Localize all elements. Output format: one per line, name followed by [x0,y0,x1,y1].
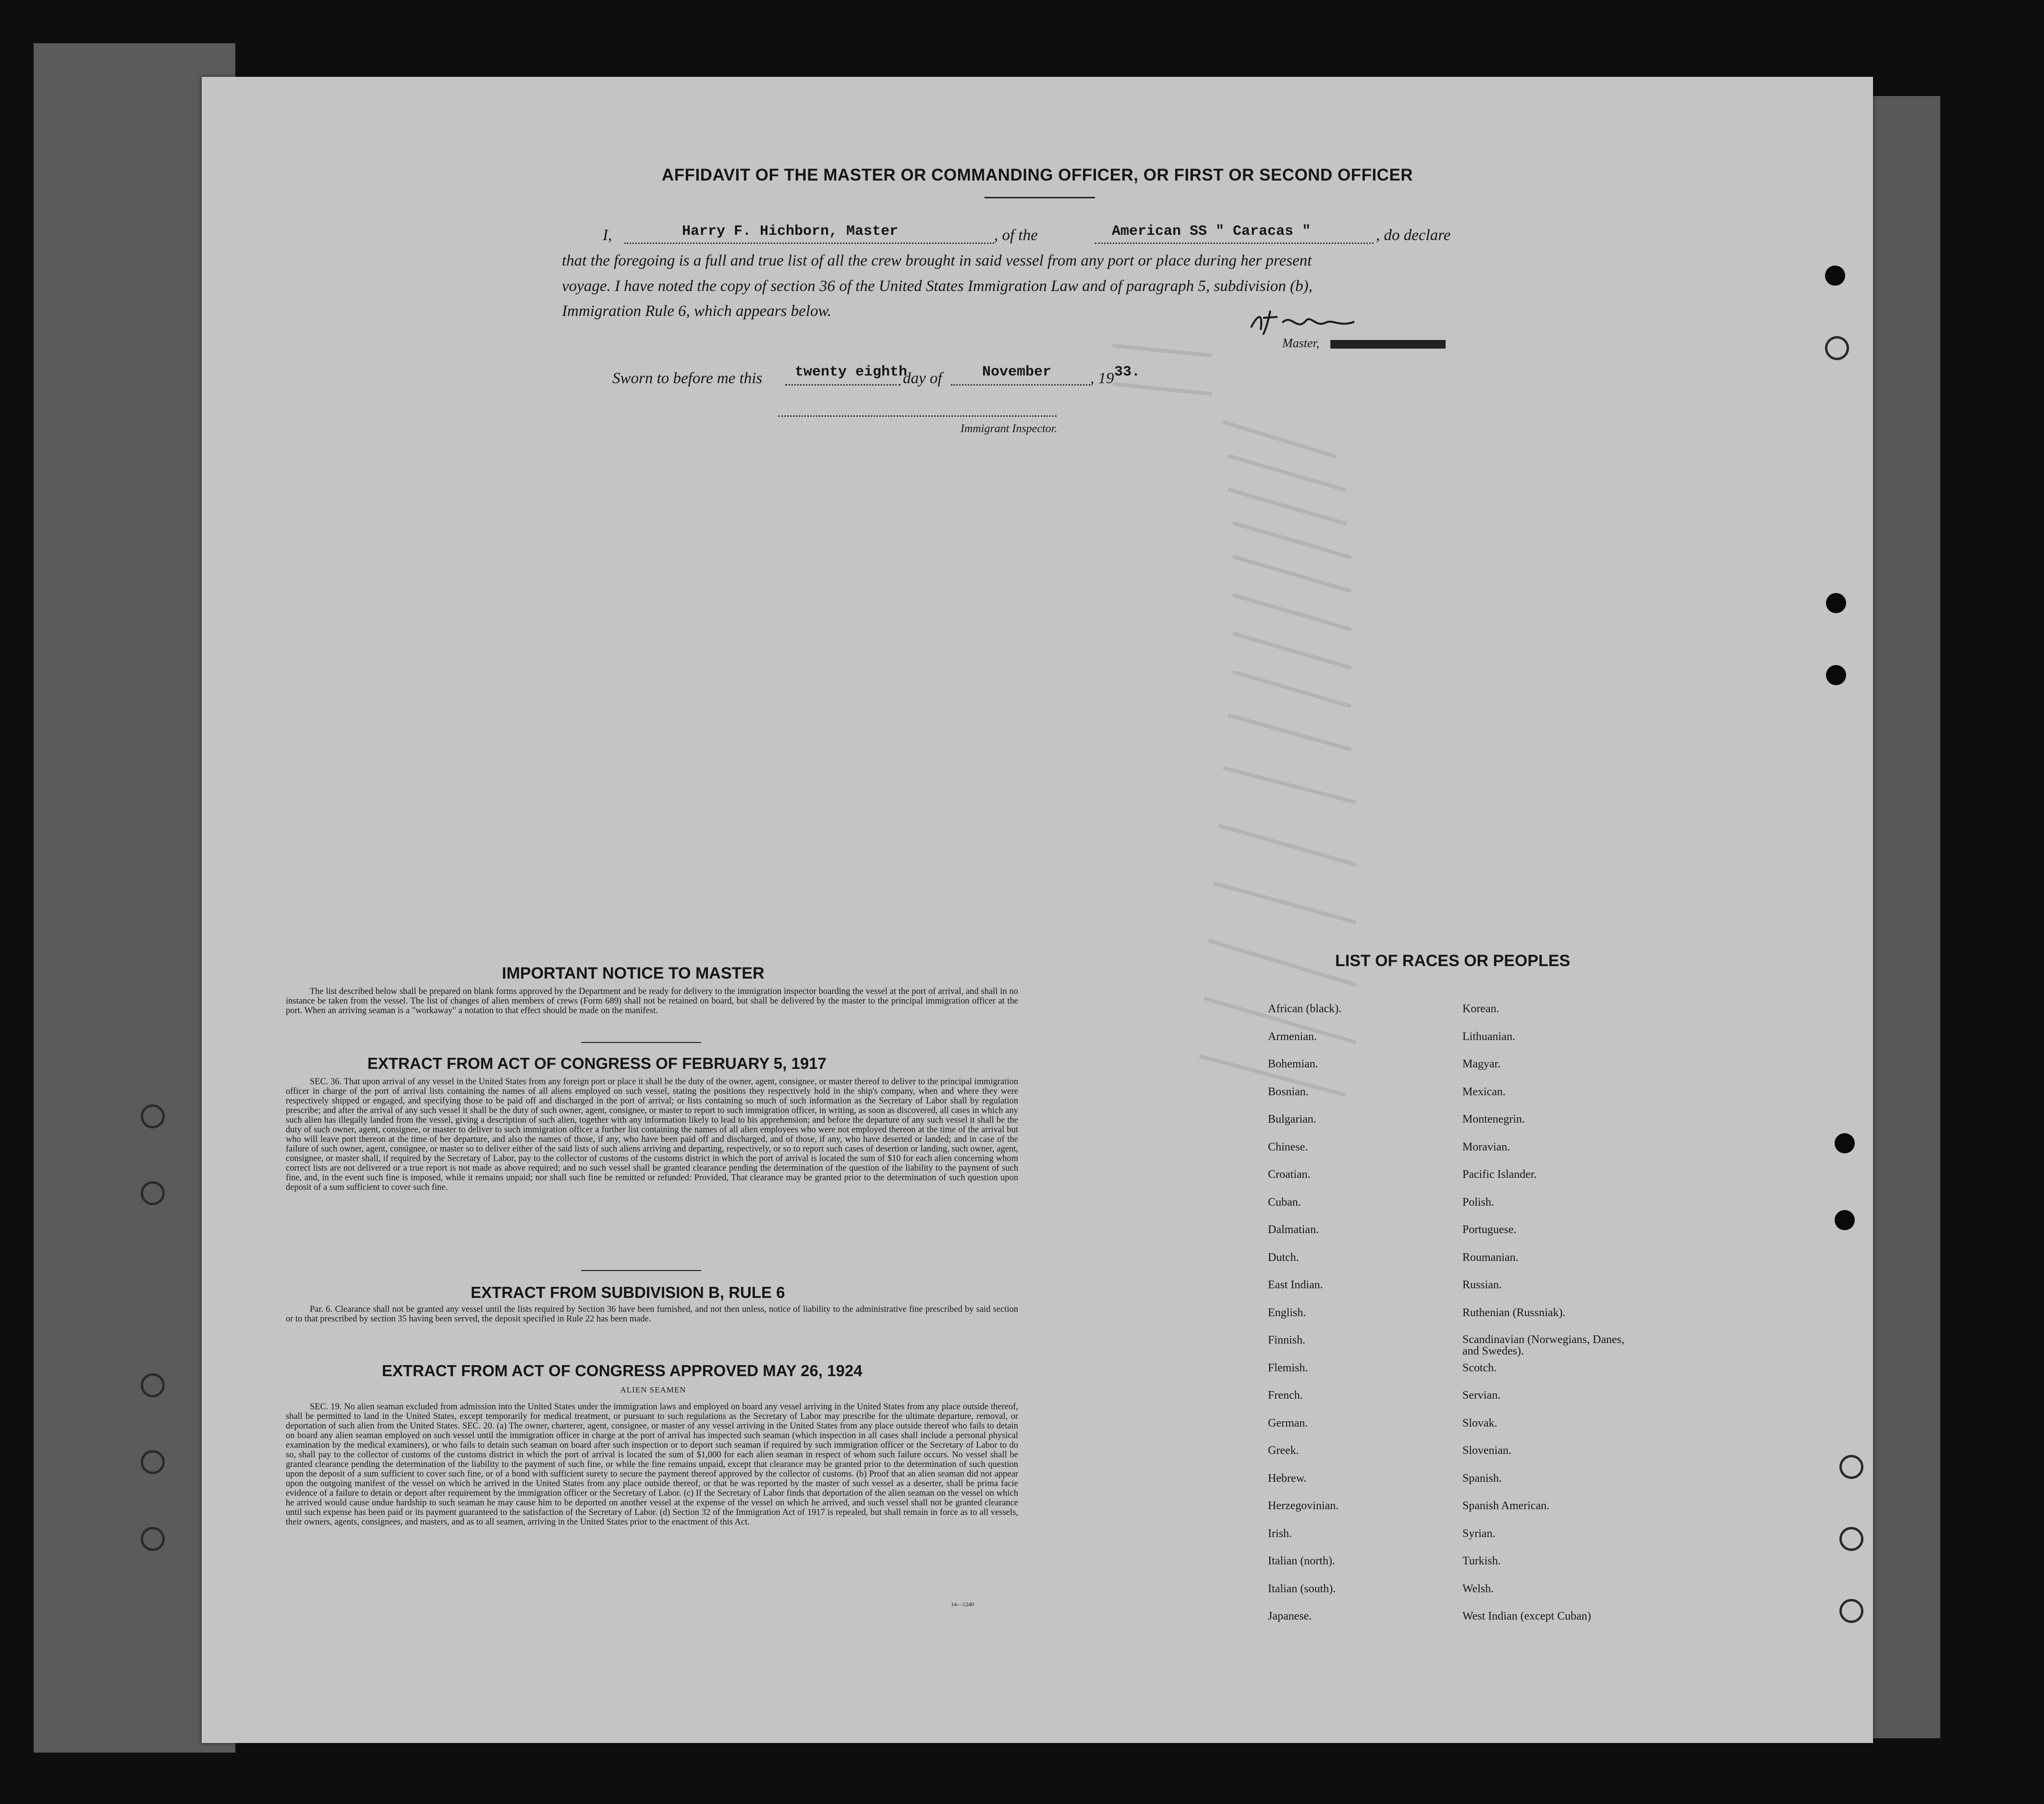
race-item: Slovak. [1462,1417,1497,1429]
race-item: Armenian. [1268,1030,1317,1043]
vessel-name: American SS " Caracas " [1112,223,1311,240]
sworn-year: 33. [1114,364,1141,380]
race-item: Roumanian. [1462,1251,1519,1264]
sworn-year-prefix: , 19 [1090,370,1114,387]
race-item: East Indian. [1268,1279,1323,1291]
binder-hole-left-5 [141,1527,165,1551]
race-item: Croatian. [1268,1168,1311,1181]
affidavit-title: AFFIDAVIT OF THE MASTER OR COMMANDING OFFICER, OR FIRST OR SECOND OFFICER [661,166,1413,184]
binder-hole-left-1 [141,1104,165,1128]
binder-hole-4 [1826,665,1846,685]
master-name-line [624,242,994,244]
race-item: Syrian. [1462,1527,1496,1540]
sworn-day-line [785,384,900,386]
race-item: Herzegovinian. [1268,1500,1339,1512]
master-name: Harry F. Hichborn, Master [682,223,899,240]
declaration-line-2: that the foregoing is a full and true list of all the crew brought in said vessel from any port or place during her present [562,252,1312,269]
race-item: Hebrew. [1268,1472,1307,1485]
backing-sheet-edge [1863,96,1940,1738]
extract-rule6-title: EXTRACT FROM SUBDIVISION B, RULE 6 [471,1283,785,1301]
notice-title: IMPORTANT NOTICE TO MASTER [502,964,765,982]
race-item: Spanish American. [1462,1500,1550,1512]
binder-hole-left-2 [141,1181,165,1205]
race-item: Pacific Islander. [1462,1168,1537,1181]
race-item: Ruthenian (Russniak). [1462,1306,1566,1319]
race-item: Finnish. [1268,1334,1306,1346]
race-item: Scandinavian (Norwegians, Danes, and Swedes). [1462,1333,1625,1357]
race-item: Italian (south). [1268,1582,1336,1595]
binder-hole-3 [1826,593,1846,613]
sworn-day-of: day of [903,370,942,387]
binder-hole-9 [1839,1599,1863,1623]
sworn-prefix: Sworn to before me this [612,370,763,387]
race-item: Flemish. [1268,1361,1308,1374]
race-item: Polish. [1462,1196,1495,1209]
extract-1917-body: SEC. 36. That upon arrival of any vessel in the United States from any foreign port or place it shall be the duty of the owner, agent, consignee, or master thereof to deliver to the principal immigration officer in charge of the port of arrival lists containing the names of all aliens employed on such vessel, stating the positions they respectively hold in the ship's company, when and where they were respectively shipped or engaged, and specifying those to be paid off and discharged in the port of arrival; or lists containing so much of such information as the Secretary of Labor shall by regulation prescribe; and after the arrival of any such vessel it shall be the duty of such owner, agent, consignee, or master to report to such immigration officer, in writing, as soon as discovered, all cases in which any such alien has illegally landed from the vessel, giving a description of such alien, together with any information likely to lead to his apprehension; and before the departure of any such vessel it shall be the duty of such owner, agent, consignee, or master to deliver to such immigration officer a further list containing the names of all alien employees who were not employed thereon at the time of the arrival but who will leave port thereon at the time of her departure, and also the names of those, if any, who have been paid off and discharged, and of those, if any, who have deserted or landed; and in case of the failure of such owner, agent, consignee, or master so to deliver either of the said lists of such aliens arriving and departing, respectively, or so to report such cases of desertion or landing, such owner, agent, consignee, or master shall, if required by the Secretary of Labor, pay to the collector of customs of the customs district in which the port of arrival is located the sum of $10 for each alien concerning whom correct lists are not delivered or a true report is not made as above required; and no such vessel shall be granted clearance pending the determination of the question of the liability to the payment of such fine, and, in the event such fine is imposed, while it remains unpaid; nor shall such fine be remitted or refunded: Provided, That clearance may be granted prior to the determination of such question upon deposit of a sum sufficient to cover such fine. [286,1077,1018,1192]
race-item: Korean. [1462,1003,1499,1015]
race-item: African (black). [1268,1003,1342,1015]
race-item: Japanese. [1268,1610,1312,1622]
struck-titles [1330,340,1446,349]
race-item: Dalmatian. [1268,1223,1319,1236]
race-item: Chinese. [1268,1140,1308,1153]
declaration-end: , do declare [1376,227,1451,244]
race-item: English. [1268,1306,1306,1319]
title-rule [985,197,1095,198]
extract-1917-rule [581,1270,701,1271]
race-item: Slovenian. [1462,1444,1511,1457]
form-number: 14—1240 [951,1601,974,1608]
extract-rule6-body: Par. 6. Clearance shall not be granted any vessel until the lists required by Section 36 have been furnished, and not then unless, notice of liability to the administrative fine prescribed by said section or to that prescribed by section 35 having been served, the deposit specified in Rule 22 has been made. [286,1305,1018,1324]
inspector-label: Immigrant Inspector. [961,423,1058,435]
declaration-start: I, [603,227,612,244]
race-item: Dutch. [1268,1251,1299,1264]
vessel-line [1095,242,1374,244]
race-item: Turkish. [1462,1555,1501,1567]
binder-hole-left-4 [141,1450,165,1474]
race-item: Welsh. [1462,1582,1494,1595]
binder-hole-2 [1825,336,1849,360]
binder-hole-6 [1835,1210,1855,1230]
binder-hole-8 [1839,1527,1863,1551]
race-item: Italian (north). [1268,1555,1335,1567]
extract-1924-body: SEC. 19. No alien seaman excluded from admission into the United States under the immigration laws and employed on board any vessel arriving in the United States from any place outside thereof, shall be permitted to land in the United States, except temporarily for medical treatment, or pursuant to such regulations as the Secretary of Labor may prescribe for the ultimate departure, removal, or deportation of such alien from the United States. SEC. 20. (a) The owner, charterer, agent, consignee, or master of any vessel arriving in the United States from any place outside thereof who fails to detain on board any alien seaman employed on such vessel until the immigration officer in charge at the port of arrival has inspected such seaman (which inspection in all cases shall include a personal physical examination by the medical examiners), or who fails to detain such seaman on board after such inspection or to deport such seaman if required by such immigration officer or the Secretary of Labor to do so, shall pay to the collector of customs of the customs district in which the port of arrival is located the sum of $1,000 for each alien seaman in respect of whom such failure occurs. No vessel shall be granted clearance pending the determination of the liability to the payment of such fine, or while the fine remains unpaid, except that clearance may be granted prior to the determination of such question upon the deposit of a sum sufficient to cover such fine, or of a bond with sufficient surety to secure the payment thereof approved by the collector of customs. (b) Proof that an alien seaman did not appear upon the outgoing manifest of the vessel on which he arrived in the United States from any place outside thereof, or that he was reported by the master of such vessel as a deserter, shall be prima facie evidence of a failure to detain or deport after requirement by the immigration officer or the Secretary of Labor. (c) If the Secretary of Labor finds that deportation of the alien seaman on the vessel on which he arrived would cause undue hardship to such seaman he may cause him to be deported on another vessel at the expense of the vessel on which he arrived, and such vessel shall not be granted clearance until such expense has been paid or its payment guaranteed to the satisfaction of the Secretary of Labor. (d) Section 32 of the Immigration Act of 1917 is repealed, but shall remain in force as to all vessels, their owners, agents, consignees, and masters, and as to all seamen, arriving in the United States prior to the enactment of this Act. [286,1402,1018,1527]
sworn-month: November [982,364,1052,380]
notice-body: The list described below shall be prepared on blank forms approved by the Department and be ready for delivery to the immigration inspector boarding the vessel at the port of arrival, and shall in no instance be taken from the vessel. The list of changes of alien members of crews (Form 689) shall not be retained on board, but shall be delivered by the master to the principal immigration officer at the port. When an arriving seaman is a "workaway" a notation to that effect should be made on the manifest. [286,987,1018,1016]
race-item: German. [1268,1417,1308,1429]
race-item: Greek. [1268,1444,1299,1457]
binder-hole-left-3 [141,1373,165,1397]
extract-1917-title: EXTRACT FROM ACT OF CONGRESS OF FEBRUARY 5, 1917 [367,1054,827,1072]
race-item: Lithuanian. [1462,1030,1515,1043]
race-item: Moravian. [1462,1140,1510,1153]
manifest-page [202,77,1873,1743]
declaration-of: , of the [994,227,1038,244]
race-item: Irish. [1268,1527,1292,1540]
race-item: Magyar. [1462,1058,1501,1070]
notice-rule [581,1042,701,1043]
race-item: Mexican. [1462,1085,1506,1098]
extract-1924-subtitle: ALIEN SEAMEN [620,1385,686,1394]
extract-1924-title: EXTRACT FROM ACT OF CONGRESS APPROVED MAY 26, 1924 [382,1362,863,1380]
race-item: Portuguese. [1462,1223,1517,1236]
sworn-month-line [951,384,1090,386]
race-item: Bosnian. [1268,1085,1309,1098]
race-item: French. [1268,1389,1303,1402]
master-signature [1249,308,1359,337]
race-item: Spanish. [1462,1472,1502,1485]
races-right-column [1462,1003,1626,1638]
binder-hole-7 [1839,1455,1863,1479]
binder-hole-5 [1835,1133,1855,1153]
races-left-column [1268,1003,1341,1638]
race-item: Russian. [1462,1279,1502,1291]
race-item: Bohemian. [1268,1058,1318,1070]
race-item: Cuban. [1268,1196,1301,1209]
declaration-line-4: Immigration Rule 6, which appears below. [562,303,832,320]
race-item: West Indian (except Cuban) [1462,1610,1591,1622]
signature-title: Master, [1282,336,1320,350]
inspector-line [778,415,1057,417]
race-item: Servian. [1462,1389,1501,1402]
race-item: Bulgarian. [1268,1113,1316,1126]
race-item: Scotch. [1462,1361,1497,1374]
sworn-day: twenty eighth [795,364,908,380]
binder-hole-1 [1825,266,1845,286]
races-title: LIST OF RACES OR PEOPLES [1335,952,1570,970]
race-item: Montenegrin. [1462,1113,1525,1126]
declaration-line-3: voyage. I have noted the copy of section 36 of the United States Immigration Law and of paragraph 5, subdivision (b), [562,278,1313,295]
